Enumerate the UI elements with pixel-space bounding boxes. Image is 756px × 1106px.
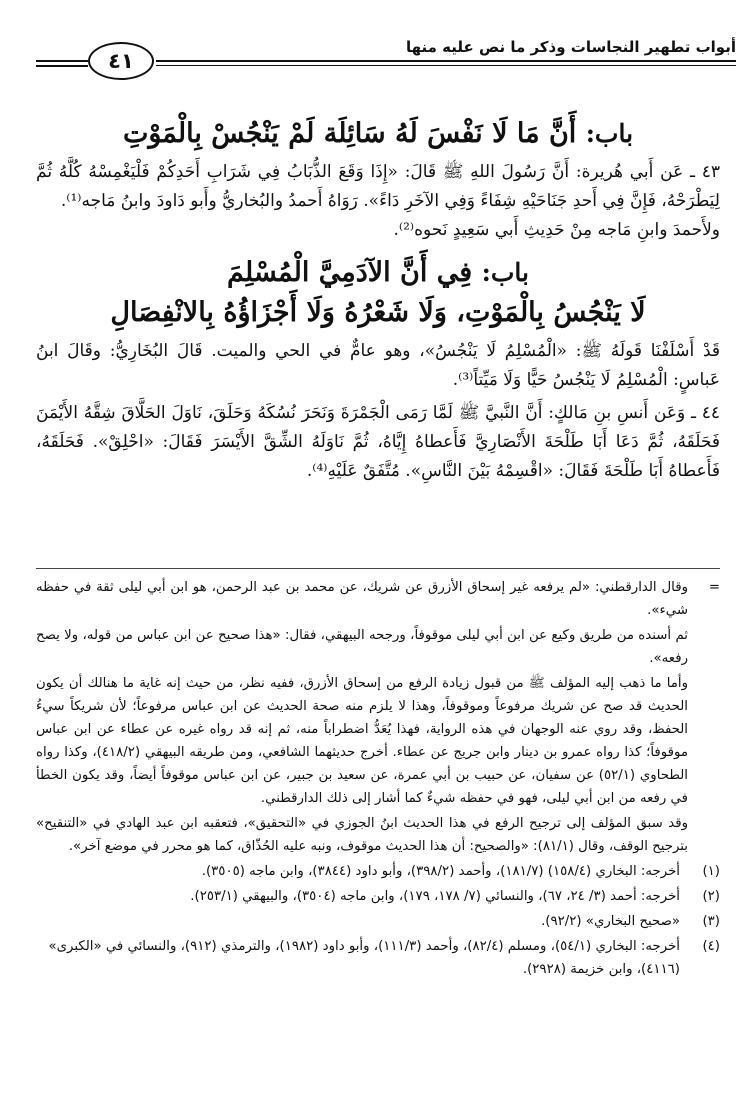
footnotes-section [36,576,720,983]
footnote-text: أخرجه: أحمد (٣/ ٢٤، ٦٧)، والنسائي (٧/ ١٧٨، ١٧٩)، وابن ماجه (٣٥٠٤)، والبيهقي (٢٥٣/١). [190,889,680,904]
hadith-43-extra: ولأَحمدَ وابنِ مَاجه مِنْ حَدِيثِ أَبي سَعِيدٍ نَحوه⁽²⁾. [393,220,720,240]
header-rule-thin [156,65,736,66]
running-header [36,32,736,88]
note-paragraph: ثم أسنده من طريق وكيع عن ابن أبي ليلى موقوفاً، ورجحه البيهقي، فقال: «هذا صحيح عن ابن عباس من قوله، ولا يصح رفعه». [36,628,688,666]
hadith-43: ٤٣ ـ عَن أَبي هُريرة: أَنَّ رَسُولَ اللهِ ﷺ قَالَ: «إِذَا وَقَعَ الذُّبَابُ فِي شَرَابِ أَحَدِكُمْ فَلْيَغْمِسْهُ كُلَّهُ ثُمَّ لِيَطْرَحْهُ، فَإِنَّ فِي أَحدِ جَنَاحَيْهِ شِفَاءً وَفِي الآخَرِ دَاءً». رَوَاهُ أَحمدُ والبُخاريُّ وأَبو دَاودَ وابنُ مَاجه⁽¹⁾. [36,162,720,211]
page-number: ٤١ [88,42,154,80]
footnote-4 [36,935,720,981]
header-rule [156,60,736,62]
chapter-intro: قَدْ أَسْلَفْنَا قَولَهُ ﷺ: «الْمُسْلِمُ لَا يَنْجُسُ»، وهو عامٌّ في الحي والميت. قَالَ البُخَارِيُّ: وقَالَ ابنُ عَباسٍ: الْمُسْلِمُ لَا يَنْجُسُ حَيًّا وَلَا مَيِّتاً⁽³⁾. [36,341,720,390]
footnote-number: (٢) [702,889,720,904]
note-paragraph: وقد سبق المؤلف إلى ترجيح الرفع في هذا الحديث ابنُ الجوزي في «التحقيق»، فتعقبه ابن عبد الهادي في «التنقيح» بترجيح الوقف، وقال (٨١/١): «والصحيح: أن هذا الحديث موقوف، ونبه عليه الحُذّاق، كما هو محرر في موضع آخر». [36,816,688,854]
note-paragraph: وأما ما ذهب إليه المؤلف ﷺ من قبول زيادة الرفع من إسحاق الأزرق، ففيه نظر، من حيث إنه غاية ما هنالك أن يكون الحديث قد صح عن شريك مرفوعاً وموقوفاً، وهذا لا يلزم منه صحة الحديث عن ابن عباس مرفوعاً؛ لأن شريكاً سيءُ الحفظ، وقد روي عنه الوجهان في هذه الرواية، فهذا يُعَدُّ اضطراباً منه، ثم إنه قد رواه غيره عن عطاء عن ابن عباس موقوفاً؛ كذا رواه عمرو بن دينار وابن جريج عن عطاء. أخرج حديثهما الشافعي، ومن طريقه البيهقي (٤١٨/٢)، وكذا رواه الطحاوي (٥٢/١) عن سفيان، عن حبيب بن أبي عمرة، عن سعيد بن جبير، عن ابن عباس موقوفاً أيضاً، وقد يكون الخطأ في رفعه من ابن أبي ليلى، فهو في حفظه شيءٌ كما أشار إلى ذلك الدارقطني. [36,676,688,806]
footnote-3 [36,910,720,933]
chapter-title: أَنَّ مَا لَا نَفْسَ لَهُ سَائِلَة لَمْ يَنْجُسْ بِالْمَوْتِ [122,118,577,149]
chapter-label: باب: [481,258,529,287]
chapter-heading-2 [36,253,720,333]
footnote-1 [36,860,720,883]
page-number-badge [90,42,154,80]
chapter-title-line2: لَا يَنْجُسُ بِالْمَوْتِ، وَلَا شَعْرُهُ وَلَا أَجْزَاؤُهُ بِالانْفِصَالِ [110,297,646,328]
main-text [36,108,720,486]
note-continuation [36,576,720,622]
footnote-text: أخرجه: البخاري (٥٤/١)، ومسلم (٨٢/٤)، وأحمد (١١١/٣)، وأبو داود (١٩٨٢)، والترمذي (٩١٢)، والنسائي في «الكبرى» (٤١١٦)، وابن خزيمة (٢٩٢٨). [48,939,680,977]
footnote-text: «صحيح البخاري» (٩٢/٢). [541,914,680,929]
footnote-number: (٤) [702,939,720,954]
note-paragraph: وقال الدارقطني: «لم يرفعه غير إسحاق الأزرق عن شريك، عن محمد بن عبد الرحمن، هو ابن أبي ليلى ثقة في حفظه شيء». [36,580,688,618]
hadith-44: ٤٤ ـ وَعَن أَنسِ بنِ مَالكٍ: أَنَّ النَّبيَّ ﷺ لَمَّا رَمَى الْجَمْرَةَ وَنَحَرَ نُسُكَهُ وَحَلَقَ، نَاوَلَ الحَلَّاقَ شِقَّهُ الأَيْمَنَ فَحَلَقَهُ، ثُمَّ دَعَا أَبَا طَلْحَةَ الأَنْصَارِيَّ فَأَعطاهُ إِيَّاهُ، ثُمَّ نَاوَلَهُ الشِّقَّ الأَيْسَرَ فَقَالَ: «احْلِقْ». فَحَلَقَهُ، فَأَعطاهُ أَبَا طَلْحَةَ فَقَالَ: «اقْسِمْهُ بَيْنَ النَّاسِ». مُتَّفَقٌ عَلَيْهِ⁽⁴⁾. [36,403,720,481]
footnote-separator [36,568,720,569]
chapter-heading-1 [36,114,720,154]
continuation-mark: = [708,580,720,595]
header-rule-left [36,60,88,70]
chapter-label: باب: [585,119,634,148]
chapter-title-line1: فِي أَنَّ الآدَمِيَّ الْمُسْلِمَ [227,257,473,288]
footnote-2 [36,885,720,908]
footnote-text: أخرجه: البخاري (١٥٨/٤) (١٨١/٧)، وأحمد (٣٩٨/٢)، وأبو داود (٣٨٤٤)، وابن ماجه (٣٥٠٥). [201,864,680,879]
header-title: أبواب تطهير النجاسات وذكر ما نص عليه منها [406,38,736,56]
footnote-number: (٣) [702,914,720,929]
footnote-number: (١) [702,864,720,879]
